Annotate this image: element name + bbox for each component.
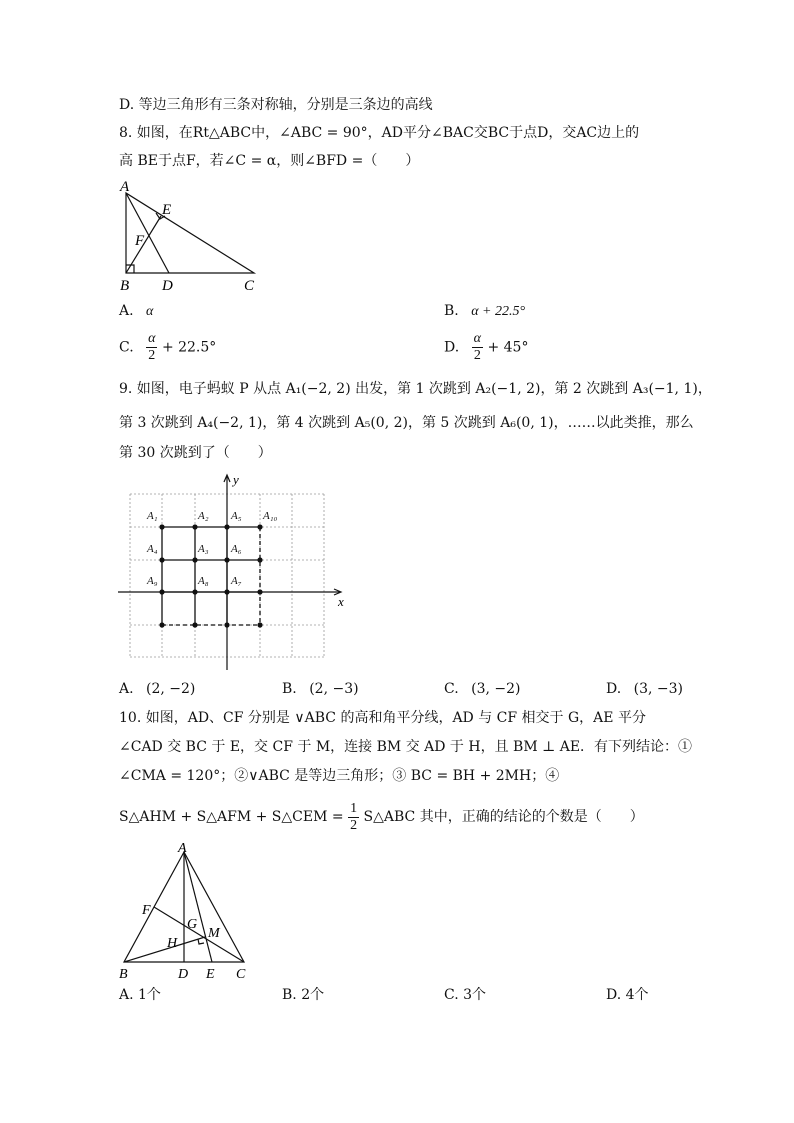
q10-label-h: H: [167, 936, 178, 951]
q10-area-sum: S△AHM + S△AFM + S△CEM =: [119, 809, 344, 825]
q8-option-b-value: α + 22.5°: [471, 304, 526, 319]
q9-stem-line3: 第 30 次跳到了（ ）: [119, 445, 272, 461]
q9-label-a4: A₄: [147, 543, 158, 555]
q9-dashed-path: [162, 527, 260, 625]
q9-option-b-label: B.: [282, 681, 297, 697]
q8-option-d-denominator: 2: [473, 348, 481, 363]
q10-label-e: E: [206, 967, 215, 982]
q8-label-d: D: [162, 278, 173, 294]
q9-option-d: [606, 679, 683, 699]
q8-option-a-value: α: [146, 304, 154, 319]
q9-grid-figure: [112, 470, 352, 672]
q8-triangle-figure: [112, 176, 272, 294]
q8-label-a: A: [120, 179, 130, 195]
q9-stem-line2: 第 3 次跳到 A₄(−2, 1)，第 4 次跳到 A₅(0, 2)，第 5 次跳到 A₆(0, 1)，……以此类推，那么: [119, 415, 694, 431]
q9-option-b-value: (2, −3): [309, 681, 359, 697]
q9-axis-y-label: y: [233, 472, 239, 487]
q8-label-e: E: [162, 202, 172, 218]
q9-axis-x-label: x: [338, 594, 344, 609]
q8-option-d-fraction: [472, 331, 483, 364]
q9-option-c-label: C.: [444, 681, 459, 697]
q8-option-c-numerator: α: [148, 331, 156, 346]
q8-option-c-rest: + 22.5°: [161, 339, 217, 356]
q10-bisector-ae: [184, 852, 212, 962]
q8-stem-line2: 高 BE于点F，若∠C = α，则∠BFD =（ ）: [119, 153, 420, 169]
q8-option-c-fraction: [146, 331, 157, 364]
q9-stem-line1: 9. 如图，电子蚂蚁 P 从点 A₁(−2, 2) 出发，第 1 次跳到 A₂(−1, 2)，第 2 次跳到 A₃(−1, 1)，: [119, 381, 712, 397]
q8-option-d-numerator: α: [473, 331, 481, 346]
q9-label-a10: A₁₀: [263, 510, 278, 522]
q9-lattice-points: [159, 524, 262, 627]
q8-stem-line1: 8. 如图，在Rt△ABC中，∠ABC = 90°，AD平分∠BAC交BC于点D，交AC边上的: [119, 125, 640, 141]
q9-option-c-value: (3, −2): [471, 681, 521, 697]
q8-triangle-abc: [126, 193, 254, 273]
q8-label-b: B: [120, 278, 130, 294]
q9-option-b: [282, 679, 359, 699]
q10-stem-line3: ∠CMA = 120°；②∨ABC 是等边三角形；③ BC = BH + 2MH；④: [119, 768, 560, 784]
q10-option-a: A. 1个: [119, 987, 161, 1003]
q10-option-c: C. 3个: [444, 987, 487, 1003]
q10-bisector-cf: [154, 907, 244, 962]
q8-label-f: F: [135, 233, 145, 249]
q10-triangle-figure: [112, 840, 262, 982]
q9-label-a1: A₁: [147, 510, 158, 522]
q8-option-d: [444, 331, 528, 364]
q10-stem-line4: [119, 800, 644, 834]
q10-label-g: G: [187, 917, 198, 932]
q10-label-a: A: [178, 841, 187, 856]
q9-label-a8: A₈: [198, 575, 209, 587]
q9-label-a5: A₅: [231, 510, 242, 522]
q9-label-a6: A₆: [231, 543, 242, 555]
q9-option-a-label: A.: [119, 681, 134, 697]
q10-area-rest: S△ABC 其中，正确的结论的个数是（ ）: [363, 809, 644, 825]
q10-label-c: C: [236, 967, 246, 982]
q8-option-d-rest: + 45°: [487, 339, 529, 356]
q10-stem-line2: ∠CAD 交 BC 于 E，交 CF 于 M，连接 BM 交 AD 于 H，且 BM ⊥ AE．有下列结论：①: [119, 739, 693, 755]
q8-option-d-label: D.: [444, 339, 460, 356]
q8-option-c-denominator: 2: [148, 348, 156, 363]
q10-option-b: B. 2个: [282, 987, 325, 1003]
q10-half-denominator: 2: [350, 817, 358, 833]
q10-option-d: D. 4个: [606, 987, 649, 1003]
q8-option-a: [119, 301, 153, 322]
q10-label-m: M: [208, 926, 220, 941]
q8-option-a-label: A.: [119, 303, 134, 319]
q9-label-a2: A₂: [198, 510, 209, 522]
q10-label-f: F: [142, 903, 151, 918]
q9-option-a-value: (2, −2): [146, 681, 196, 697]
q9-option-c: [444, 679, 521, 699]
q9-label-a7: A₇: [231, 575, 242, 587]
q9-label-a3: A₃: [198, 543, 209, 555]
q10-label-d: D: [178, 967, 189, 982]
q8-option-c-label: C.: [119, 339, 134, 356]
q9-option-d-value: (3, −3): [633, 681, 684, 697]
q10-stem-line1: 10. 如图，AD、CF 分别是 ∨ABC 的高和角平分线，AD 与 CF 相交于 G，AE 平分: [119, 710, 646, 726]
q10-label-b: B: [119, 967, 128, 982]
q8-option-b: [444, 301, 525, 322]
q10-half-fraction: [348, 801, 359, 834]
q8-label-c: C: [244, 278, 255, 294]
q9-label-a9: A₉: [147, 575, 158, 587]
q8-option-c: [119, 331, 216, 364]
q8-option-b-label: B.: [444, 303, 459, 319]
q9-axes: [118, 475, 341, 670]
q9-option-d-label: D.: [606, 681, 622, 697]
q10-half-numerator: 1: [350, 800, 358, 816]
q9-solid-path: [162, 527, 260, 625]
q7-option-d: D. 等边三角形有三条对称轴，分别是三条边的高线: [119, 97, 433, 113]
q10-right-angle-m: [198, 939, 204, 944]
q9-option-a: [119, 679, 195, 699]
